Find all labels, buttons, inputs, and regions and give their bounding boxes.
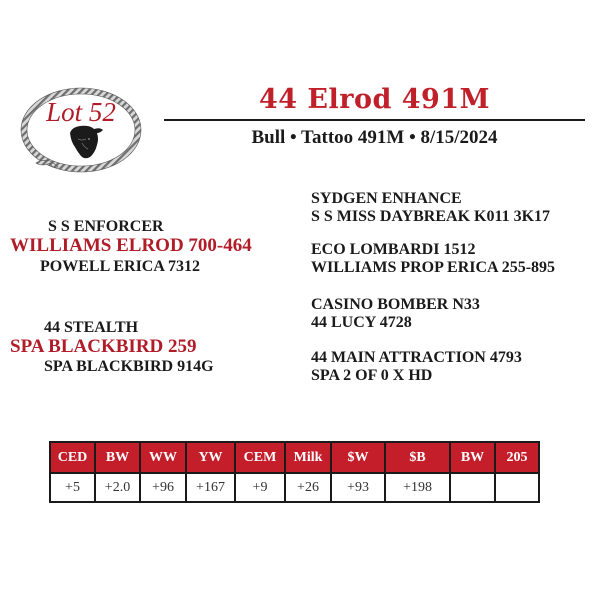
epd-value-actual-bw bbox=[450, 473, 495, 502]
epd-value-row bbox=[50, 473, 539, 502]
epd-header-ced: CED bbox=[50, 442, 95, 473]
gp-3-dam: 44 LUCY 4728 bbox=[311, 314, 412, 331]
epd-header-bw: BW bbox=[95, 442, 140, 473]
gp-2-sire: ECO LOMBARDI 1512 bbox=[311, 241, 476, 258]
gp-4-sire: 44 MAIN ATTRACTION 4793 bbox=[311, 349, 522, 366]
sire-dam: POWELL ERICA 7312 bbox=[40, 258, 201, 275]
title-divider bbox=[164, 119, 585, 121]
gp-3-sire: CASINO BOMBER N33 bbox=[311, 296, 480, 313]
gp-1-dam: S S MISS DAYBREAK K011 3K17 bbox=[311, 208, 551, 225]
epd-value-dollar-w: +93 bbox=[331, 473, 385, 502]
gp-4-dam: SPA 2 OF 0 X HD bbox=[311, 367, 433, 384]
epd-value-ced: +5 bbox=[50, 473, 95, 502]
epd-value-dollar-b: +198 bbox=[385, 473, 450, 502]
gp-2-dam: WILLIAMS PROP ERICA 255-895 bbox=[311, 259, 556, 276]
animal-info-subtitle: Bull • Tattoo 491M • 8/15/2024 bbox=[251, 127, 498, 148]
lot-logo bbox=[20, 87, 142, 173]
epd-header-ww: WW bbox=[140, 442, 186, 473]
animal-name-title: 44 Elrod 491M bbox=[258, 84, 491, 115]
epd-header-dollar-w: $W bbox=[331, 442, 385, 473]
epd-value-milk: +26 bbox=[285, 473, 331, 502]
epd-header-row bbox=[50, 442, 539, 473]
epd-value-bw: +2.0 bbox=[95, 473, 140, 502]
epd-header-205: 205 bbox=[495, 442, 539, 473]
epd-value-ww: +96 bbox=[140, 473, 186, 502]
sire-name: WILLIAMS ELROD 700-464 bbox=[10, 235, 252, 256]
sire-sire: S S ENFORCER bbox=[48, 218, 164, 235]
gp-1-sire: SYDGEN ENHANCE bbox=[311, 190, 462, 207]
epd-table bbox=[49, 441, 540, 503]
epd-value-cem: +9 bbox=[235, 473, 285, 502]
dam-dam: SPA BLACKBIRD 914G bbox=[44, 358, 214, 375]
epd-header-cem: CEM bbox=[235, 442, 285, 473]
lot-number: Lot 52 bbox=[46, 97, 116, 127]
bull-head-icon bbox=[70, 126, 103, 158]
epd-header-dollar-b: $B bbox=[385, 442, 450, 473]
dam-sire: 44 STEALTH bbox=[44, 319, 139, 336]
epd-header-yw: YW bbox=[186, 442, 235, 473]
epd-value-205 bbox=[495, 473, 539, 502]
dam-name: SPA BLACKBIRD 259 bbox=[10, 336, 197, 357]
epd-value-yw: +167 bbox=[186, 473, 235, 502]
epd-header-actual-bw: BW bbox=[450, 442, 495, 473]
epd-header-milk: Milk bbox=[285, 442, 331, 473]
